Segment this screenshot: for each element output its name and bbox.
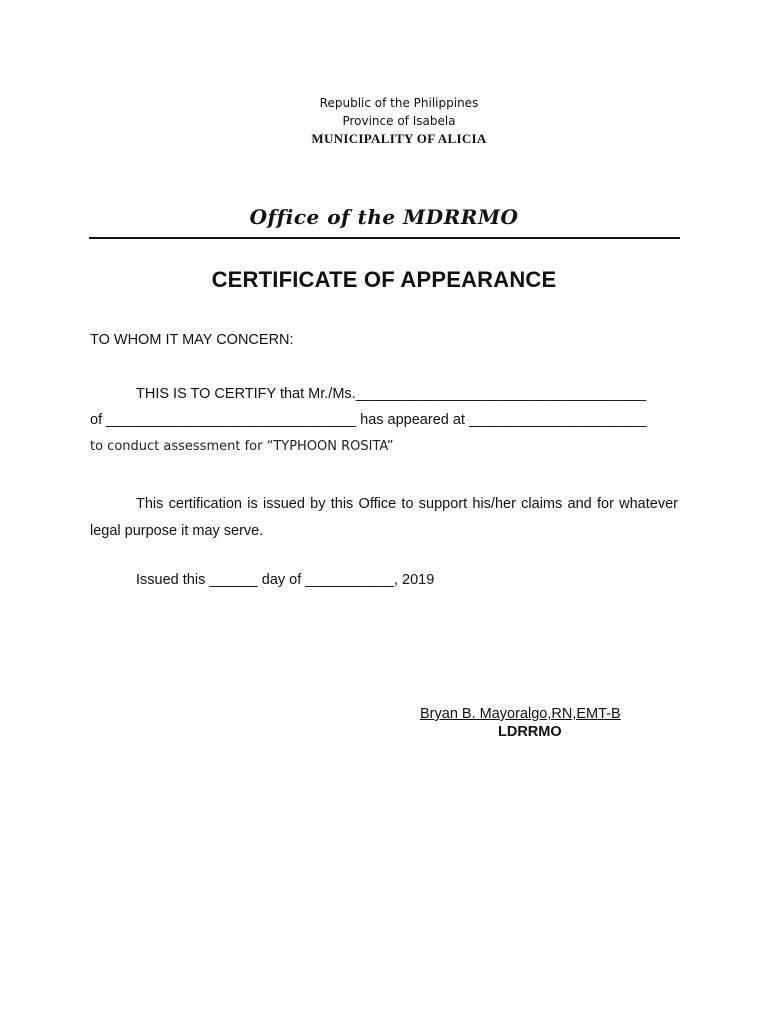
certification-paragraph: This certification is issued by this Office to support his/her claims and for whatever legal purpose it may serve. bbox=[90, 496, 678, 539]
office-name: Office of the MDRRMO bbox=[249, 205, 519, 229]
salutation: TO WHOM IT MAY CONCERN: bbox=[90, 332, 294, 348]
signatory-name: Bryan B. Mayoralgo,RN,EMT-B bbox=[420, 706, 621, 722]
header-divider bbox=[89, 237, 680, 239]
appearance-line: of _______________________________ has appeared at ______________________ bbox=[90, 412, 647, 428]
republic-line: Republic of the Philippines bbox=[319, 96, 479, 110]
certificate-title: CERTIFICATE OF APPEARANCE bbox=[211, 267, 557, 292]
municipality-line: MUNICIPALITY OF ALICIA bbox=[311, 131, 487, 146]
letterhead bbox=[0, 94, 768, 148]
certify-line: THIS IS TO CERTIFY that Mr./Ms.____________________________________ bbox=[136, 386, 647, 402]
issued-date-line: Issued this ______ day of ___________, 2019 bbox=[136, 572, 435, 588]
signatory-position: LDRRMO bbox=[498, 724, 562, 740]
province-line: Province of Isabela bbox=[342, 114, 456, 128]
purpose-line: to conduct assessment for “TYPHOON ROSITA” bbox=[90, 439, 394, 454]
